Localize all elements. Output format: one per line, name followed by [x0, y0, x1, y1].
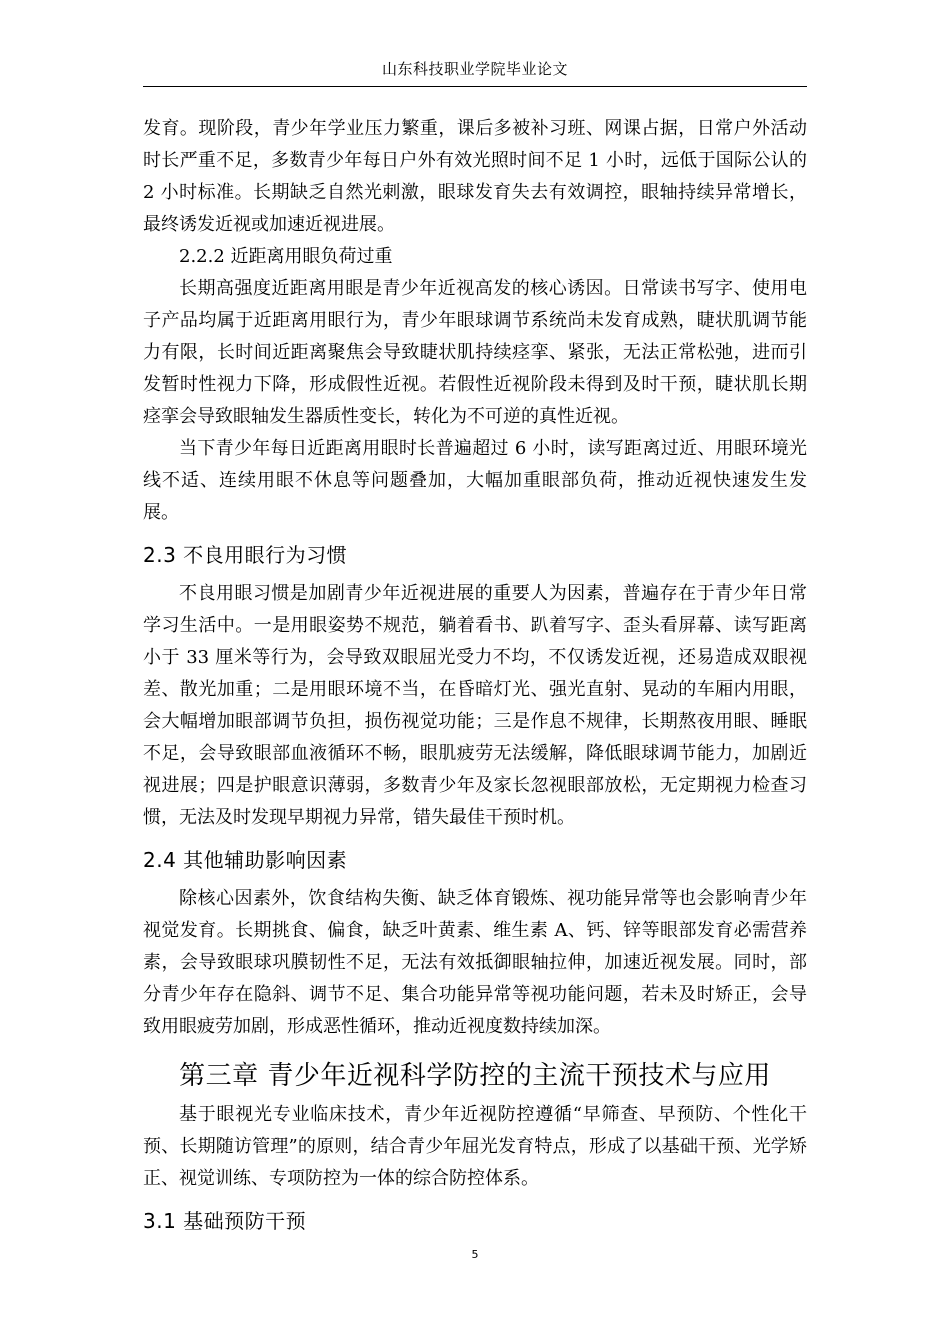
section-heading-2-4: 2.4 其他辅助影响因素 [143, 848, 348, 872]
section-heading-3-1: 3.1 基础预防干预 [143, 1209, 307, 1233]
paragraph-other-factors: 除核心因素外，饮食结构失衡、缺乏体育锻炼、视功能异常等也会影响青少年视觉发育。长期挑食、偏食，缺乏叶黄素、维生素 A、钙、锌等眼部发育必需营养素，会导致眼球巩膜韧性不足，无法有效抵御眼轴拉伸，加速近视发展。同时，部分青少年存在隐斜、调节不足、集合功能异常等视功能问题，若未及时矫正，会导致用眼疲劳加剧，形成恶性循环，推动近视度数持续加深。 [143, 888, 807, 1037]
running-header: 山东科技职业学院毕业论文 [381, 60, 568, 78]
page-body [143, 113, 807, 1244]
subsection-heading-2-2-2: 2.2.2 近距离用眼负荷过重 [179, 246, 393, 267]
paragraph-chapter-intro: 基于眼视光专业临床技术，青少年近视防控遵循“早筛查、早预防、个性化干预、长期随访管理”的原则，结合青少年屈光发育特点，形成了以基础干预、光学矫正、视觉训练、专项防控为一体的综合防控体系。 [143, 1104, 807, 1189]
paragraph-near-work-load: 长期高强度近距离用眼是青少年近视高发的核心诱因。日常读书写字、使用电子产品均属于近距离用眼行为，青少年眼球调节系统尚未发育成熟，睫状肌调节能力有限，长时间近距离聚焦会导致睫状肌持续痉挛、紧张，无法正常松弛，进而引发暂时性视力下降，形成假性近视。若假性近视阶段未得到及时干预，睫状肌长期痉挛会导致眼轴发生器质性变长，转化为不可逆的真性近视。 [143, 278, 807, 427]
paragraph-bad-habits: 不良用眼习惯是加剧青少年近视进展的重要人为因素，普遍存在于青少年日常学习生活中。一是用眼姿势不规范，躺着看书、趴着写字、歪头看屏幕、读写距离小于 33 厘米等行为，会导致双眼屈光受力不均，不仅诱发近视，还易造成双眼视差、散光加重；二是用眼环境不当，在昏暗灯光、强光直射、晃动的车厢内用眼，会大幅增加眼部调节负担，损伤视觉功能；三是作息不规律，长期熬夜用眼、睡眠不足，会导致眼部血液循环不畅，眼肌疲劳无法缓解，降低眼球调节能力，加剧近视进展；四是护眼意识薄弱，多数青少年及家长忽视眼部放松，无定期视力检查习惯，无法及时发现早期视力异常，错失最佳干预时机。 [143, 583, 807, 828]
section-heading-2-3: 2.3 不良用眼行为习惯 [143, 543, 348, 567]
chapter-heading-3: 第三章 青少年近视科学防控的主流干预技术与应用 [179, 1061, 771, 1091]
page-number: 5 [471, 1248, 479, 1261]
paragraph-near-work-duration: 当下青少年每日近距离用眼时长普遍超过 6 小时，读写距离过近、用眼环境光线不适、连续用眼不休息等问题叠加，大幅加重眼部负荷，推动近视快速发生发展。 [143, 438, 807, 523]
paragraph-outdoor-activity: 发育。现阶段，青少年学业压力繁重，课后多被补习班、网课占据，日常户外活动时长严重不足，多数青少年每日户外有效光照时间不足 1 小时，远低于国际公认的 2 小时标准。长期缺乏自然光刺激，眼球发育失去有效调控，眼轴持续异常增长，最终诱发近视或加速近视进展。 [143, 118, 807, 235]
header-rule [143, 86, 807, 87]
